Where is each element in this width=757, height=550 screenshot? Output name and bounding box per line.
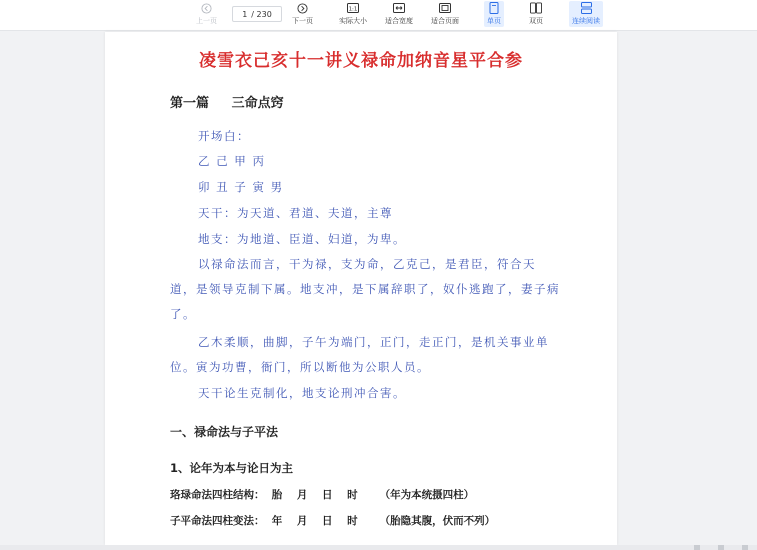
- prev-page-button[interactable]: [196, 2, 217, 26]
- actual-size-icon: [347, 2, 359, 14]
- continuous-reading-button[interactable]: [569, 1, 603, 27]
- double-page-label: 双页: [529, 17, 543, 25]
- chart-row-stems: 乙 己 甲 丙: [198, 154, 266, 168]
- viewer-toolbar: [0, 0, 757, 31]
- opening-line: 开场白：: [198, 129, 250, 143]
- status-icon-1[interactable]: [694, 545, 700, 550]
- fit-width-icon: [393, 2, 405, 14]
- fit-page-icon: [439, 2, 451, 14]
- double-page-button[interactable]: [529, 2, 543, 26]
- fit-width-button[interactable]: [385, 2, 413, 26]
- current-page: 1: [242, 9, 248, 19]
- fit-width-label: 适合宽度: [385, 17, 413, 25]
- paragraph-3: 天干论生克制化，地支论刑冲合害。: [198, 386, 406, 400]
- fit-page-label: 适合页面: [431, 17, 459, 25]
- single-page-icon: [488, 2, 500, 14]
- status-icon-3[interactable]: [742, 545, 748, 550]
- total-pages: / 230: [251, 9, 272, 19]
- chart-row-branches: 卯 丑 子 寅 男: [198, 180, 284, 194]
- actual-size-label: 实际大小: [339, 17, 367, 25]
- single-page-button[interactable]: [484, 1, 504, 27]
- continuous-reading-icon: [580, 2, 592, 14]
- luqiu-structure-line: 珞琭命法四柱结构： 胎 月 日 时 （年为本统摄四柱）: [170, 489, 475, 501]
- paragraph-1: 以禄命法而言，干为禄，支为命，乙克己，是君臣，符合天道，是领导克制下属。地支冲，是下属辞职了，奴仆逃跑了，妻子病了。: [170, 257, 560, 321]
- ziping-structure-line: 子平命法四柱变法： 年 月 日 时 （胎隐其腹，伏而不列）: [170, 515, 496, 527]
- svg-text:1:1: 1:1: [348, 6, 358, 13]
- fit-page-button[interactable]: [431, 2, 459, 26]
- paragraph-2: 乙木柔顺，曲脚，子午为端门，正门，走正门，是机关事业单位。寅为功曹，衙门，所以断他为公职人员。: [170, 335, 549, 374]
- chevron-left-icon: [201, 2, 213, 14]
- document-page: [105, 32, 617, 545]
- next-page-button[interactable]: [292, 2, 313, 26]
- status-bar: [0, 545, 757, 550]
- prev-page-label: 上一页: [196, 17, 217, 25]
- dizhi-line: 地支：为地道、臣道、妇道，为卑。: [198, 232, 406, 246]
- document-title: 凌雪衣己亥十一讲义禄命加纳音星平合参: [199, 51, 523, 71]
- section-heading-1: 一、禄命法与子平法: [170, 425, 279, 439]
- chevron-right-icon: [297, 2, 309, 14]
- page-number-field[interactable]: [232, 6, 282, 22]
- next-page-label: 下一页: [292, 17, 313, 25]
- status-icon-2[interactable]: [718, 545, 724, 550]
- actual-size-button[interactable]: [339, 2, 367, 26]
- continuous-reading-label: 连续阅读: [572, 17, 600, 25]
- single-page-label: 单页: [487, 17, 501, 25]
- double-page-icon: [530, 2, 542, 14]
- tiangan-line: 天干：为天道、君道、夫道，主尊: [198, 206, 393, 220]
- subsection-heading-1: 1、论年为本与论日为主: [170, 461, 294, 475]
- part-heading: 第一篇 三命点窍: [170, 96, 284, 111]
